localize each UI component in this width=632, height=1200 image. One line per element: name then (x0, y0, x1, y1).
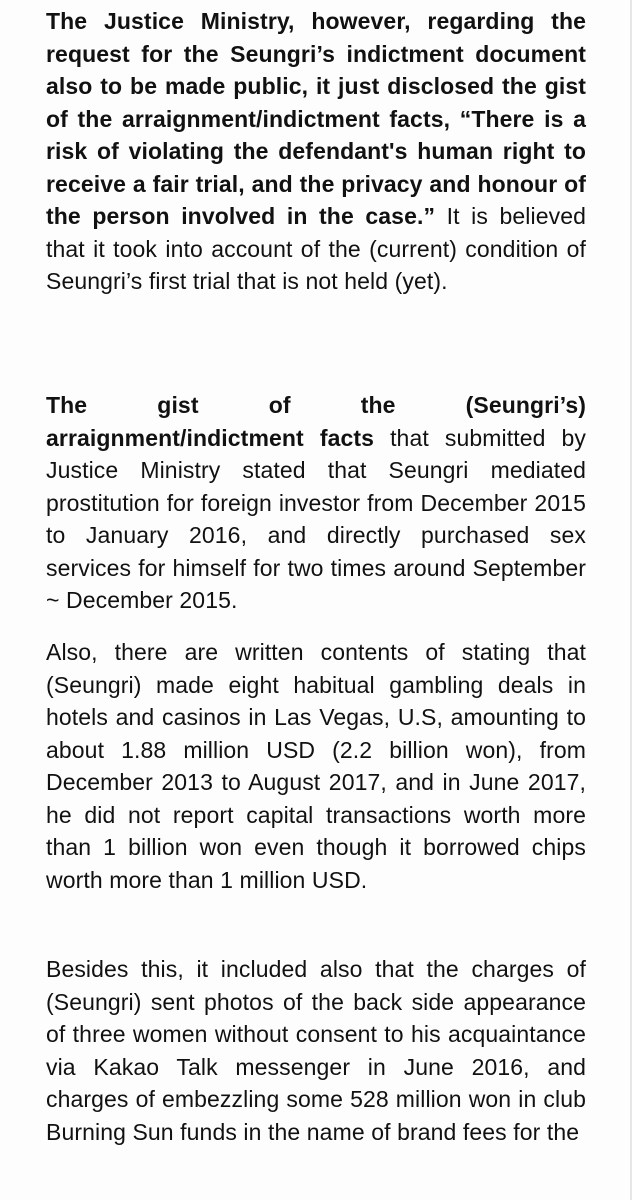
paragraph-gambling (46, 636, 586, 896)
paragraph-other-charges (46, 953, 586, 1148)
paragraph-text: that submitted by Justice Ministry stated that Seungri mediated prostitution for foreign investor from December 2015 to January 2016, and directly purchased sex services for himself for two times around September ~ December 2015. (46, 424, 587, 613)
paragraph-indictment-facts (46, 389, 586, 617)
paragraph-justice-ministry (46, 5, 586, 298)
bold-statement: The gist of the (Seungri’s) arraignment/indictment facts (46, 392, 586, 451)
paragraph-text: It is believed that it took into account of the (current) condition of Seungri’s first trial that is not held (yet). (46, 203, 586, 294)
paragraph-text: Also, there are written contents of stating that (Seungri) made eight habitual gambling deals in hotels and casinos in Las Vegas, U.S, amounting to about 1.88 million USD (2.2 billion won), from December 2013 to August 2017, and in June 2017, he did not report capital transactions worth more than 1 billion won even though it borrowed chips worth more than 1 million USD. (46, 639, 586, 893)
paragraph-text: Besides this, it included also that the charges of (Seungri) sent photos of the back side appearance of three women without consent to his acquaintance via Kakao Talk messenger in June 2016, and charges of embezzling some 528 million won in club Burning Sun funds in the name of brand fees for the (46, 956, 586, 1145)
bold-statement: The Justice Ministry, however, regarding the request for the Seungri’s indictment document also to be made public, it just disclosed the gist of the arraignment/indictment facts, “There is a risk of violating the defendant's human right to receive a fair trial, and the privacy and honour of the person involved in the case.” (46, 8, 586, 229)
